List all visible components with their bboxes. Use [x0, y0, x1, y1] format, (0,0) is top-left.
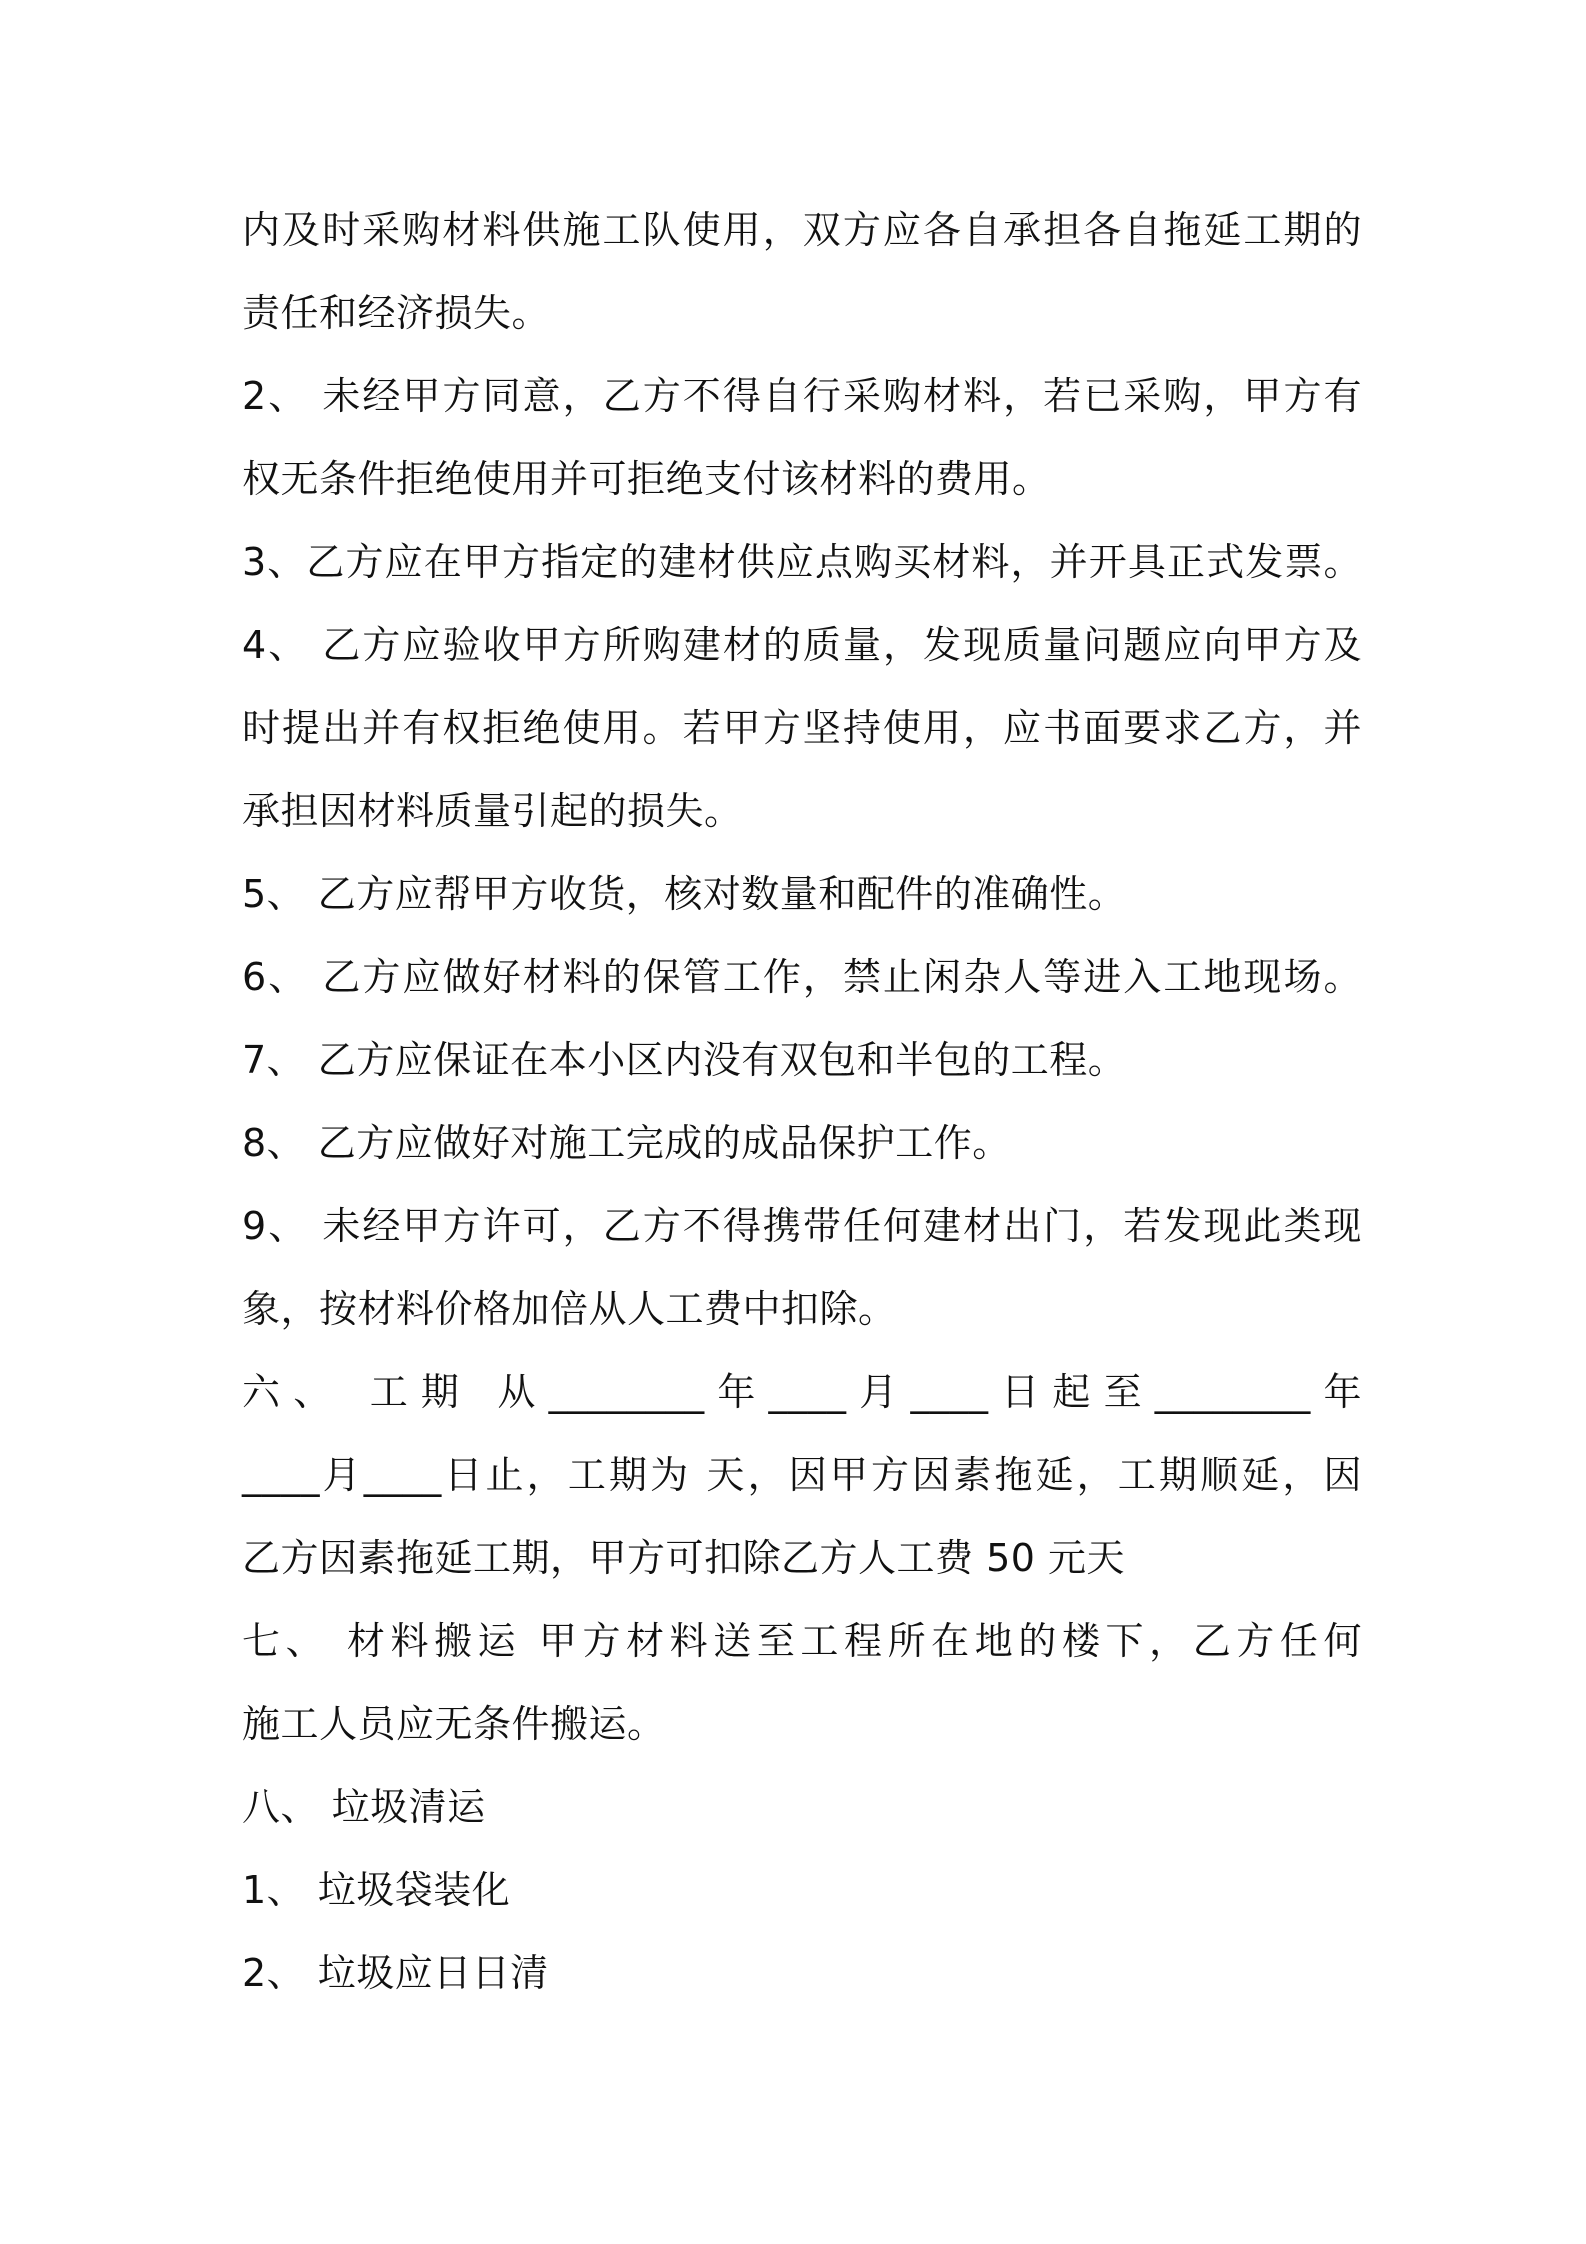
text-line: 8、 乙方应做好对施工完成的成品保护工作。: [242, 1121, 1011, 1165]
text-line: ____月____日止，工期为 天，因甲方因素拖延，工期顺延，因: [242, 1453, 1362, 1497]
text-line: 承担因材料质量引起的损失。: [242, 789, 743, 833]
text-line: 象，按材料价格加倍从人工费中扣除。: [242, 1287, 897, 1331]
text-line: 七、 材料搬运 甲方材料送至工程所在地的楼下，乙方任何: [242, 1619, 1362, 1663]
text-line: 9、 未经甲方许可，乙方不得携带任何建材出门，若发现此类现: [242, 1204, 1362, 1248]
text-line: 八、 垃圾清运: [242, 1785, 486, 1829]
text-line: 责任和经济损失。: [242, 291, 551, 335]
text-line: 六、 工期 从________年____月____日起至________年: [242, 1370, 1362, 1414]
text-line: 6、 乙方应做好材料的保管工作，禁止闲杂人等进入工地现场。: [242, 955, 1362, 999]
text-line: 2、 垃圾应日日清: [242, 1951, 549, 1995]
text-line: 5、 乙方应帮甲方收货，核对数量和配件的准确性。: [242, 872, 1127, 916]
text-line: 时提出并有权拒绝使用。若甲方坚持使用，应书面要求乙方，并: [242, 706, 1362, 750]
text-line: 权无条件拒绝使用并可拒绝支付该材料的费用。: [242, 457, 1051, 501]
text-line: 3、乙方应在甲方指定的建材供应点购买材料，并开具正式发票。: [242, 540, 1362, 584]
text-line: 4、 乙方应验收甲方所购建材的质量，发现质量问题应向甲方及: [242, 623, 1362, 667]
text-line: 7、 乙方应保证在本小区内没有双包和半包的工程。: [242, 1038, 1127, 1082]
text-line: 1、 垃圾袋装化: [242, 1868, 511, 1912]
text-line: 2、 未经甲方同意，乙方不得自行采购材料，若已采购，甲方有: [242, 374, 1362, 418]
text-line: 施工人员应无条件搬运。: [242, 1702, 666, 1746]
text-line: 乙方因素拖延工期，甲方可扣除乙方人工费 50 元天: [242, 1536, 1126, 1580]
text-line: 内及时采购材料供施工队使用，双方应各自承担各自拖延工期的: [242, 208, 1362, 252]
